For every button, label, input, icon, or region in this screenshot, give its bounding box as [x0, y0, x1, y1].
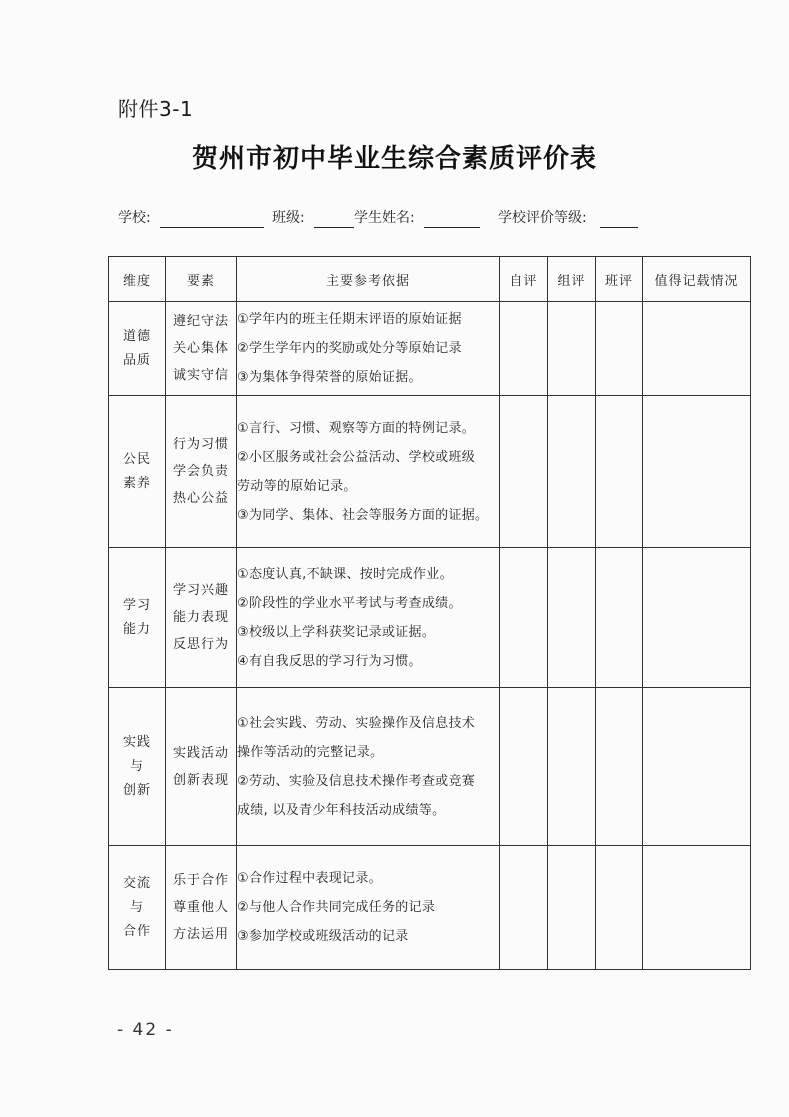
class-eval-cell[interactable] [596, 688, 643, 846]
basis-cell: ①社会实践、劳动、实验操作及信息技术 操作等活动的完整记录。 ②劳动、实验及信息技术操作考查或竞赛 成绩, 以及青少年科技活动成绩等。 [237, 688, 500, 846]
notable-record-cell[interactable] [643, 688, 751, 846]
dimension-cell: 实践 与 创新 [109, 688, 166, 846]
dimension-cell: 学习 能力 [109, 548, 166, 688]
school-field[interactable] [160, 227, 264, 228]
table-row [109, 548, 751, 688]
self-eval-cell[interactable] [500, 396, 548, 548]
class-label: 班级: [272, 210, 305, 226]
basis-cell: ①态度认真,不缺课、按时完成作业。 ②阶段性的学业水平考试与考查成绩。 ③校级以上学科获奖记录或证据。 ④有自我反思的学习行为习惯。 [237, 548, 500, 688]
header-dimension: 维度 [109, 257, 166, 302]
notable-record-cell[interactable] [643, 302, 751, 396]
header-class-eval: 班评 [596, 257, 643, 302]
table-header-row [109, 257, 751, 302]
elements-cell: 行为习惯 学会负责 热心公益 [166, 396, 237, 548]
evaluation-table [108, 256, 751, 970]
table-row [109, 396, 751, 548]
table-row [109, 302, 751, 396]
dimension-cell: 道德 品质 [109, 302, 166, 396]
basis-cell: ①学年内的班主任期末评语的原始证据 ②学生学年内的奖励或处分等原始记录 ③为集体争得荣誉的原始证据。 [237, 302, 500, 396]
dimension-cell: 公民 素养 [109, 396, 166, 548]
self-eval-cell[interactable] [500, 548, 548, 688]
school-grade-label: 学校评价等级: [498, 210, 587, 226]
group-eval-cell[interactable] [548, 846, 596, 970]
basis-cell: ①合作过程中表现记录。 ②与他人合作共同完成任务的记录 ③参加学校或班级活动的记录 [237, 846, 500, 970]
class-eval-cell[interactable] [596, 548, 643, 688]
table-row [109, 846, 751, 970]
class-eval-cell[interactable] [596, 846, 643, 970]
header-self-eval: 自评 [500, 257, 548, 302]
group-eval-cell[interactable] [548, 396, 596, 548]
student-name-field[interactable] [424, 227, 480, 228]
self-eval-cell[interactable] [500, 846, 548, 970]
group-eval-cell[interactable] [548, 548, 596, 688]
elements-cell: 遵纪守法 关心集体 诚实守信 [166, 302, 237, 396]
group-eval-cell[interactable] [548, 302, 596, 396]
attachment-label: 附件3-1 [118, 97, 194, 121]
student-name-label: 学生姓名: [354, 210, 415, 226]
class-field[interactable] [314, 227, 354, 228]
basis-cell: ①言行、习惯、观察等方面的特例记录。 ②小区服务或社会公益活动、学校或班级 劳动等的原始记录。 ③为同学、集体、社会等服务方面的证据。 [237, 396, 500, 548]
page-title: 贺州市初中毕业生综合素质评价表 [191, 144, 597, 174]
group-eval-cell[interactable] [548, 688, 596, 846]
self-eval-cell[interactable] [500, 302, 548, 396]
header-group-eval: 组评 [548, 257, 596, 302]
self-eval-cell[interactable] [500, 688, 548, 846]
notable-record-cell[interactable] [643, 846, 751, 970]
header-basis: 主要参考依据 [237, 257, 500, 302]
class-eval-cell[interactable] [596, 302, 643, 396]
header-elements: 要素 [166, 257, 237, 302]
table-row [109, 688, 751, 846]
page-number: - 42 - [117, 1020, 174, 1040]
header-notable-record: 值得记载情况 [643, 257, 751, 302]
dimension-cell: 交流 与 合作 [109, 846, 166, 970]
class-eval-cell[interactable] [596, 396, 643, 548]
school-label: 学校: [118, 210, 151, 226]
notable-record-cell[interactable] [643, 548, 751, 688]
elements-cell: 实践活动 创新表现 [166, 688, 237, 846]
elements-cell: 乐于合作 尊重他人 方法运用 [166, 846, 237, 970]
notable-record-cell[interactable] [643, 396, 751, 548]
school-grade-field[interactable] [600, 227, 638, 228]
elements-cell: 学习兴趣 能力表现 反思行为 [166, 548, 237, 688]
